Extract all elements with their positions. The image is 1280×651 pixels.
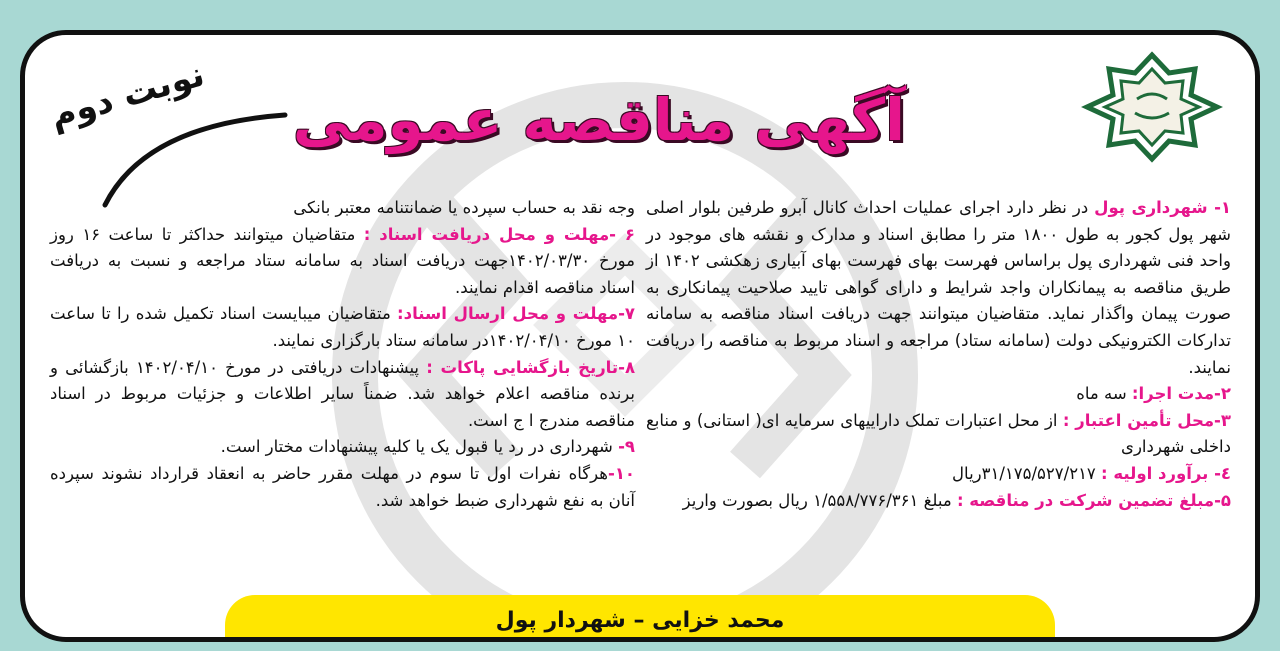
signature-banner: محمد خزایی – شهردار پول [225, 595, 1055, 642]
clause-label: ۳-محل تأمین اعتبار : [1062, 410, 1231, 430]
clause-left_column-2 [50, 222, 635, 302]
clause-label: ۲-مدت اجرا: [1131, 384, 1231, 404]
clause-label: ۸-تاریخ بازگشایی پاکات : [426, 357, 636, 377]
right-column [646, 195, 1231, 514]
clause-right_column-3 [646, 408, 1231, 461]
clause-label: ۷-مهلت و محل ارسال اسناد: [397, 304, 635, 324]
page-title: آگهی مناقصه عمومی [292, 86, 905, 154]
clause-label: ۶ -مهلت و محل دریافت اسناد : [363, 224, 635, 244]
clause-left_column-5 [50, 434, 635, 461]
clause-text: متقاضیان میبایست اسناد تکمیل شده را تا ساعت ۱۰ مورخ ۱۴۰۲/۰۴/۱۰در سامانه ستاد بارگزاری نمایند. [50, 304, 635, 350]
clause-right_column-4 [646, 461, 1231, 488]
notice-card [20, 30, 1260, 642]
round-label: نوبت دوم [45, 54, 209, 137]
clause-left_column-6 [50, 461, 635, 514]
left-column [50, 195, 635, 514]
clause-left_column-4 [50, 355, 635, 435]
clause-text: شهرداری در رد یا قبول یک یا کلیه پیشنهادات مختار است. [220, 437, 619, 457]
clause-right_column-2 [646, 381, 1231, 408]
clause-text: در نظر دارد اجرای عملیات احداث کانال آبرو طرفین بلوار اصلی شهر پول کجور به طول ۱۸۰۰ متر را مطابق اسناد و مدارک و نقشه های موجود در واحد فنی شهرداری پول براساس فهرست بهای فهرست بهای آبیاری زهکشی ۱۴۰۲ از طریق مناقصه به پیمانکاران واجد شرایط و دارای گواهی تایید صلاحیت پیمانکاری به صورت پیمان واگذار نماید. متقاضیان میتوانند جهت دریافت اسناد مناقصه به سامانه تدارکات الکترونیکی دولت (سامانه ستاد) مراجعه و اسناد مربوط به مناقصه را دریافت نمایند. [646, 198, 1231, 377]
clause-text: پیشنهادات دریافتی در مورخ ۱۴۰۲/۰۴/۱۰ بازگشائی و برنده مناقصه اعلام خواهد شد. ضمناً سایر اطلاعات و جزئیات مربوط در اسناد مناقصه مندرج ا ج است. [50, 357, 635, 430]
clause-text: مبلغ ۱/۵۵۸/۷۷۶/۳۶۱ ریال بصورت واریز [682, 490, 957, 510]
clause-text: متقاضیان میتوانند حداکثر تا ساعت ۱۶ روز مورخ ۱۴۰۲/۰۳/۳۰جهت دریافت اسناد به سامانه ستاد مراجعه و نسبت به دریافت اسناد مناقصه اقدام نمایند. [50, 224, 635, 297]
clause-text: از محل اعتبارات تملک داراییهای سرمایه ای( استانی) و منابع داخلی شهرداری [646, 410, 1231, 457]
clause-text: ۳۱/۱۷۵/۵۲۷/۲۱۷ریال [952, 463, 1102, 483]
clause-text: هرگاه نفرات اول تا سوم در مهلت مقرر حاضر به انعقاد قرارداد نشوند سپرده آنان به نفع شهرداری ضبط خواهد شد. [50, 463, 635, 510]
clause-right_column-5 [646, 488, 1231, 515]
municipality-logo [1077, 51, 1227, 163]
clause-text: وجه نقد به حساب سپرده یا ضمانتنامه معتبر بانکی [293, 198, 635, 217]
clause-text: سه ماه [1076, 384, 1132, 404]
clause-right_column-1 [646, 195, 1231, 381]
clause-label: ۱- شهرداری پول [1094, 198, 1231, 217]
clause-left_column-1 [50, 195, 635, 222]
clause-label: ۹- [618, 437, 635, 457]
clause-left_column-3 [50, 301, 635, 354]
clause-label: ٤- برآورد اولیه : [1101, 463, 1231, 483]
clause-label: ۵-مبلغ تضمین شرکت در مناقصه : [956, 490, 1231, 510]
clause-label: ۱۰- [607, 463, 635, 483]
